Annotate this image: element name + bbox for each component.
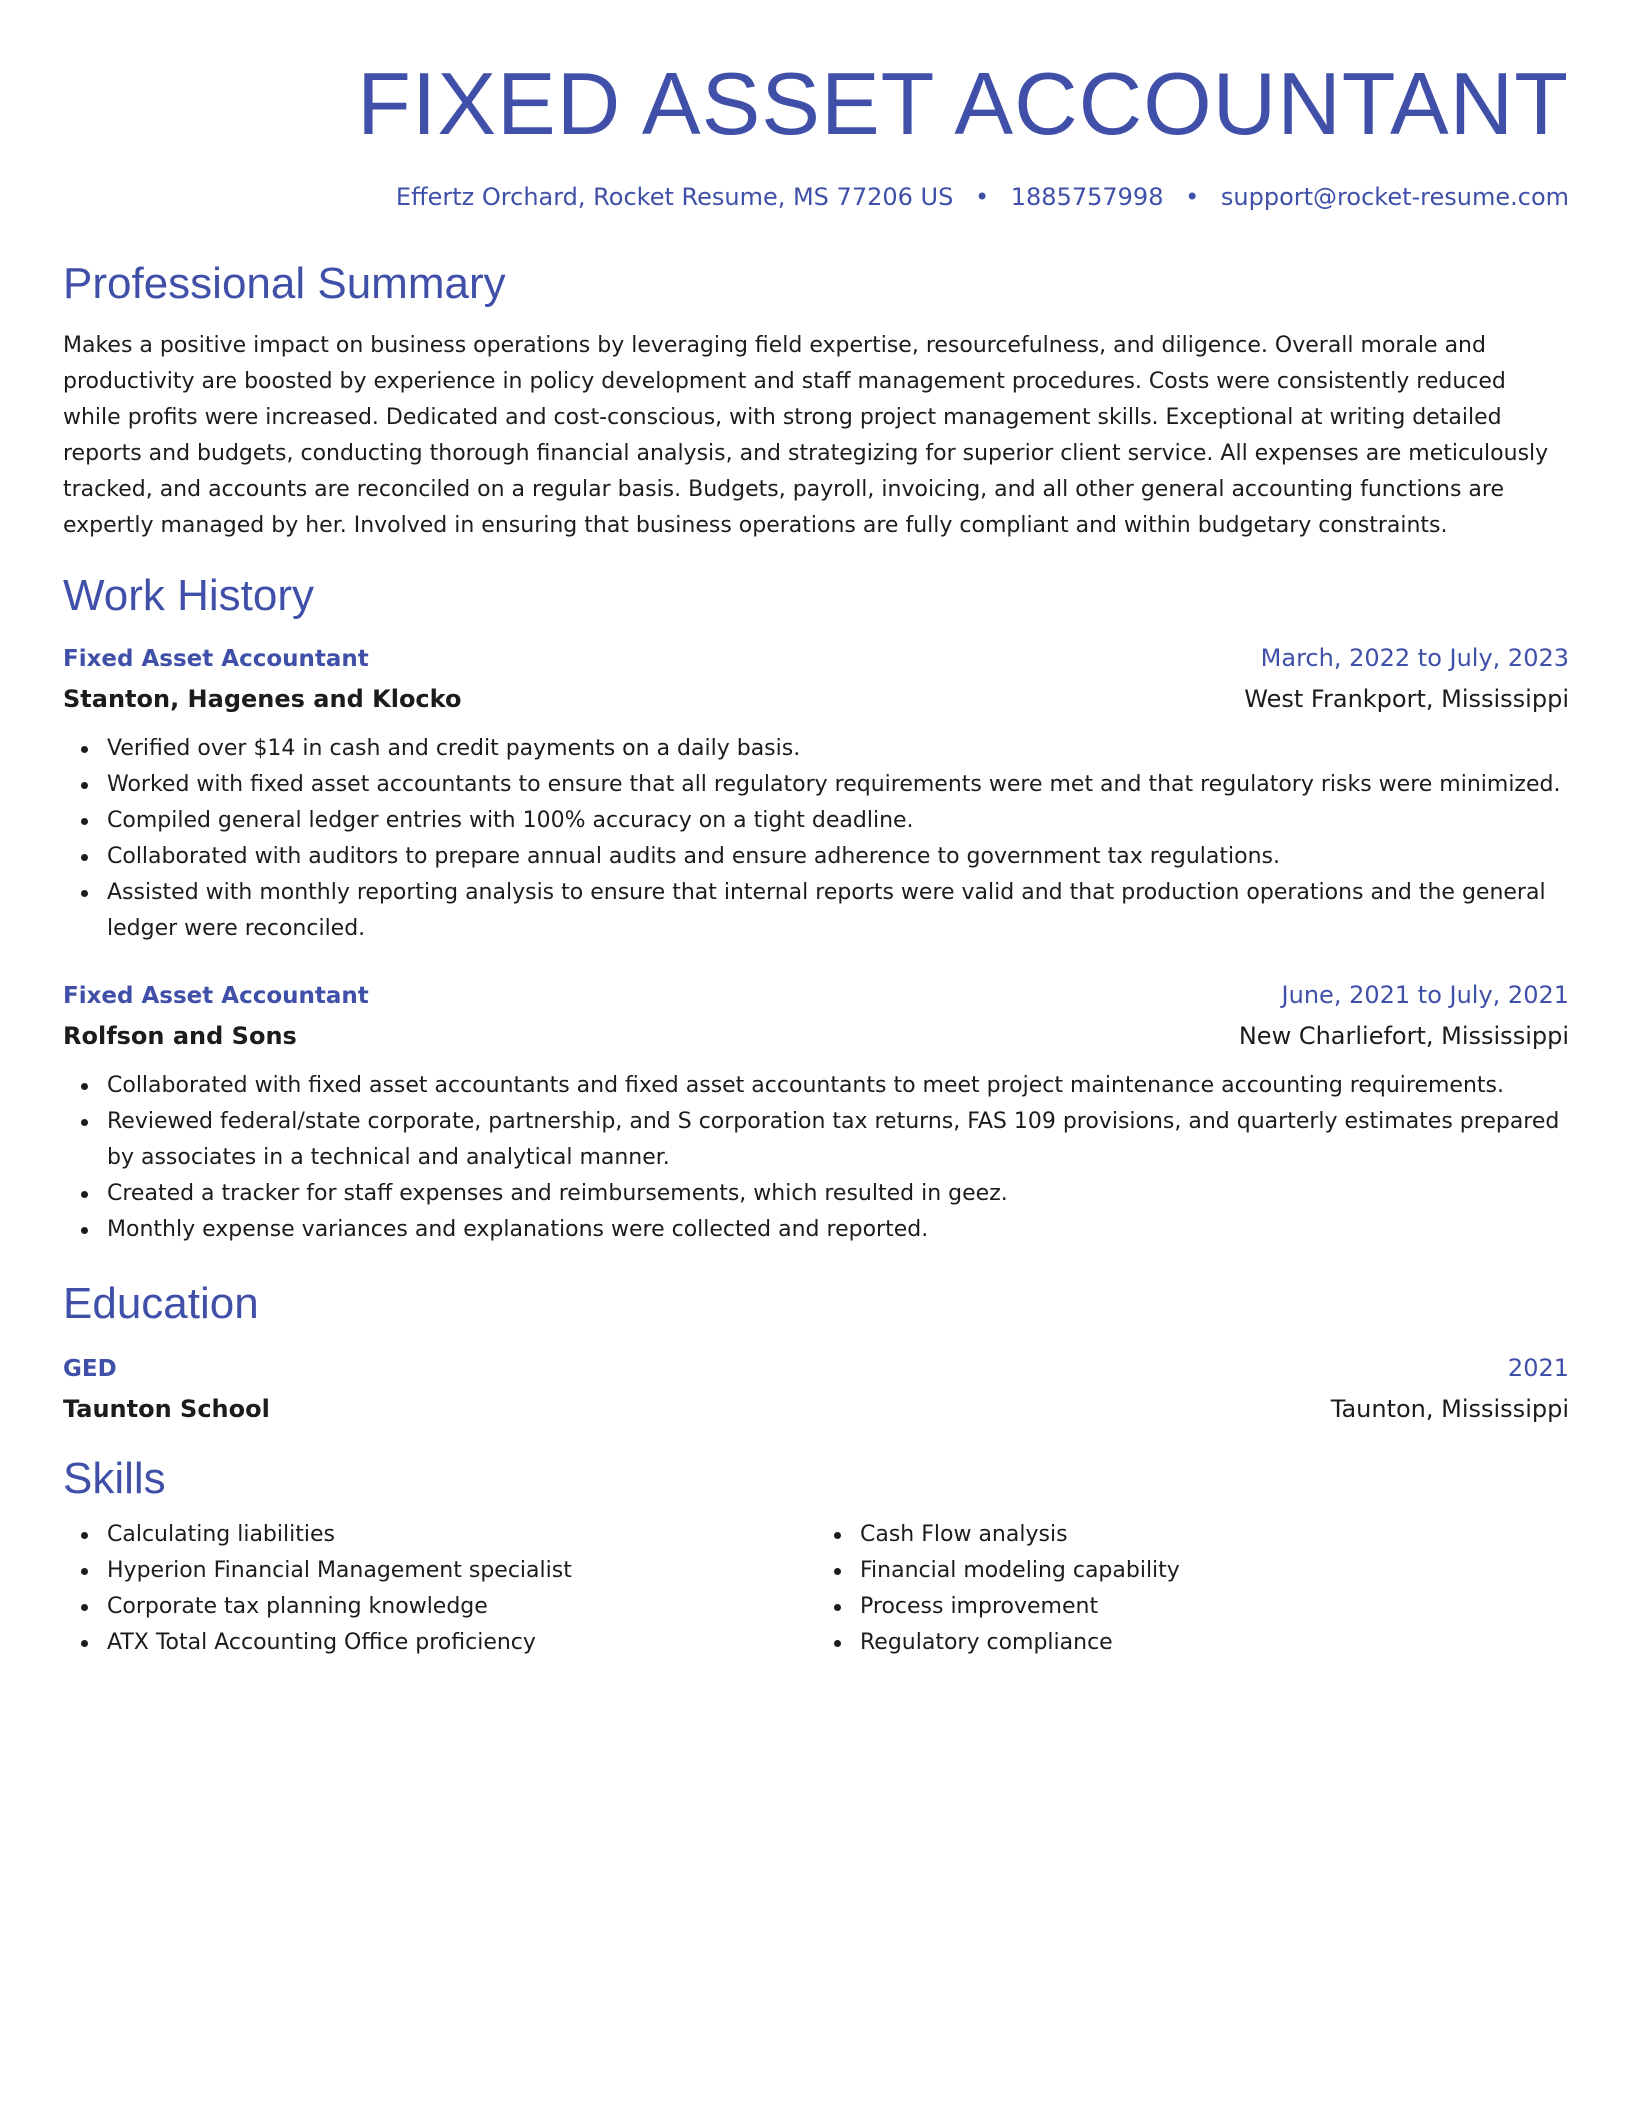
skill-item: Financial modeling capability — [860, 1553, 1569, 1589]
education-header-row — [63, 1352, 1569, 1385]
education-degree: GED — [63, 1356, 117, 1382]
skills-section — [63, 1453, 1569, 1661]
contact-address: Effertz Orchard, Rocket Resume, MS 77206 US — [395, 183, 954, 211]
education-year: 2021 — [1507, 1354, 1569, 1382]
summary-heading: Professional Summary — [63, 259, 506, 308]
contact-line — [63, 182, 1569, 212]
job-header-row — [63, 979, 1569, 1012]
work-history-section — [63, 570, 1569, 1248]
skill-item: Hyperion Financial Management specialist — [107, 1553, 816, 1589]
work-history-heading: Work History — [63, 571, 314, 620]
education-location: Taunton, Mississippi — [1330, 1395, 1569, 1423]
job-title: Fixed Asset Accountant — [63, 646, 369, 672]
contact-email: support@rocket-resume.com — [1220, 183, 1569, 211]
job-bullets — [63, 731, 1569, 947]
job-bullet: Assisted with monthly reporting analysis to ensure that internal reports were valid and that production operations and the general ledger were reconciled. — [107, 875, 1569, 947]
job-title: Fixed Asset Accountant — [63, 983, 369, 1009]
resume-name: FIXED ASSET ACCOUNTANT — [357, 54, 1569, 153]
contact-phone: 1885757998 — [1010, 183, 1164, 211]
job-location: New Charliefort, Mississippi — [1238, 1022, 1569, 1050]
job-location: West Frankport, Mississippi — [1244, 685, 1569, 713]
education-school: Taunton School — [63, 1395, 270, 1423]
job-entry — [63, 979, 1569, 1248]
job-entry — [63, 642, 1569, 947]
job-bullet: Created a tracker for staff expenses and reimbursements, which resulted in geez. — [107, 1176, 1569, 1212]
summary-section — [63, 258, 1569, 544]
skill-item: Regulatory compliance — [860, 1625, 1569, 1661]
contact-separator: • — [974, 183, 990, 211]
job-employer-row — [63, 1020, 1569, 1052]
summary-text: Makes a positive impact on business operations by leveraging field expertise, resourcefulness, and diligence. Overall morale and productivity are boosted by experience in policy development and staff management procedures. Costs were consistently reduced while profits were increased. Dedicated and cost-conscious, with strong project management skills. Exceptional at writing detailed reports and budgets, conducting thorough financial analysis, and strategizing for superior client service. All expenses are meticulously tracked, and accounts are reconciled on a regular basis. Budgets, payroll, invoicing, and all other general accounting functions are expertly managed by her. Involved in ensuring that business operations are fully compliant and within budgetary constraints. — [63, 333, 1549, 538]
job-bullet: Monthly expense variances and explanations were collected and reported. — [107, 1212, 1569, 1248]
job-bullets — [63, 1068, 1569, 1248]
education-entry — [63, 1352, 1569, 1425]
job-bullet: Worked with fixed asset accountants to ensure that all regulatory requirements were met and that regulatory risks were minimized. — [107, 767, 1569, 803]
job-bullet: Collaborated with fixed asset accountants and fixed asset accountants to meet project maintenance accounting requirements. — [107, 1068, 1569, 1104]
job-bullet: Reviewed federal/state corporate, partnership, and S corporation tax returns, FAS 109 provisions, and quarterly estimates prepared by associates in a technical and analytical manner. — [107, 1104, 1569, 1176]
skill-item: ATX Total Accounting Office proficiency — [107, 1625, 816, 1661]
skills-heading: Skills — [63, 1454, 166, 1503]
skill-item: Corporate tax planning knowledge — [107, 1589, 816, 1625]
job-company: Rolfson and Sons — [63, 1022, 297, 1050]
job-employer-row — [63, 683, 1569, 715]
education-heading: Education — [63, 1279, 259, 1328]
education-school-row — [63, 1393, 1569, 1425]
job-bullet: Verified over $14 in cash and credit payments on a daily basis. — [107, 731, 1569, 767]
skills-grid — [63, 1517, 1569, 1661]
job-bullet: Collaborated with auditors to prepare annual audits and ensure adherence to government tax regulations. — [107, 839, 1569, 875]
job-bullet: Compiled general ledger entries with 100% accuracy on a tight deadline. — [107, 803, 1569, 839]
skills-column-right — [816, 1517, 1569, 1661]
skill-item: Cash Flow analysis — [860, 1517, 1569, 1553]
job-company: Stanton, Hagenes and Klocko — [63, 685, 462, 713]
skill-item: Process improvement — [860, 1589, 1569, 1625]
skill-item: Calculating liabilities — [107, 1517, 816, 1553]
job-dates: June, 2021 to July, 2021 — [1281, 981, 1569, 1009]
skills-column-left — [63, 1517, 816, 1661]
job-header-row — [63, 642, 1569, 675]
contact-separator: • — [1185, 183, 1200, 211]
resume-header — [63, 56, 1569, 212]
job-dates: March, 2022 to July, 2023 — [1260, 644, 1569, 672]
education-section — [63, 1278, 1569, 1425]
